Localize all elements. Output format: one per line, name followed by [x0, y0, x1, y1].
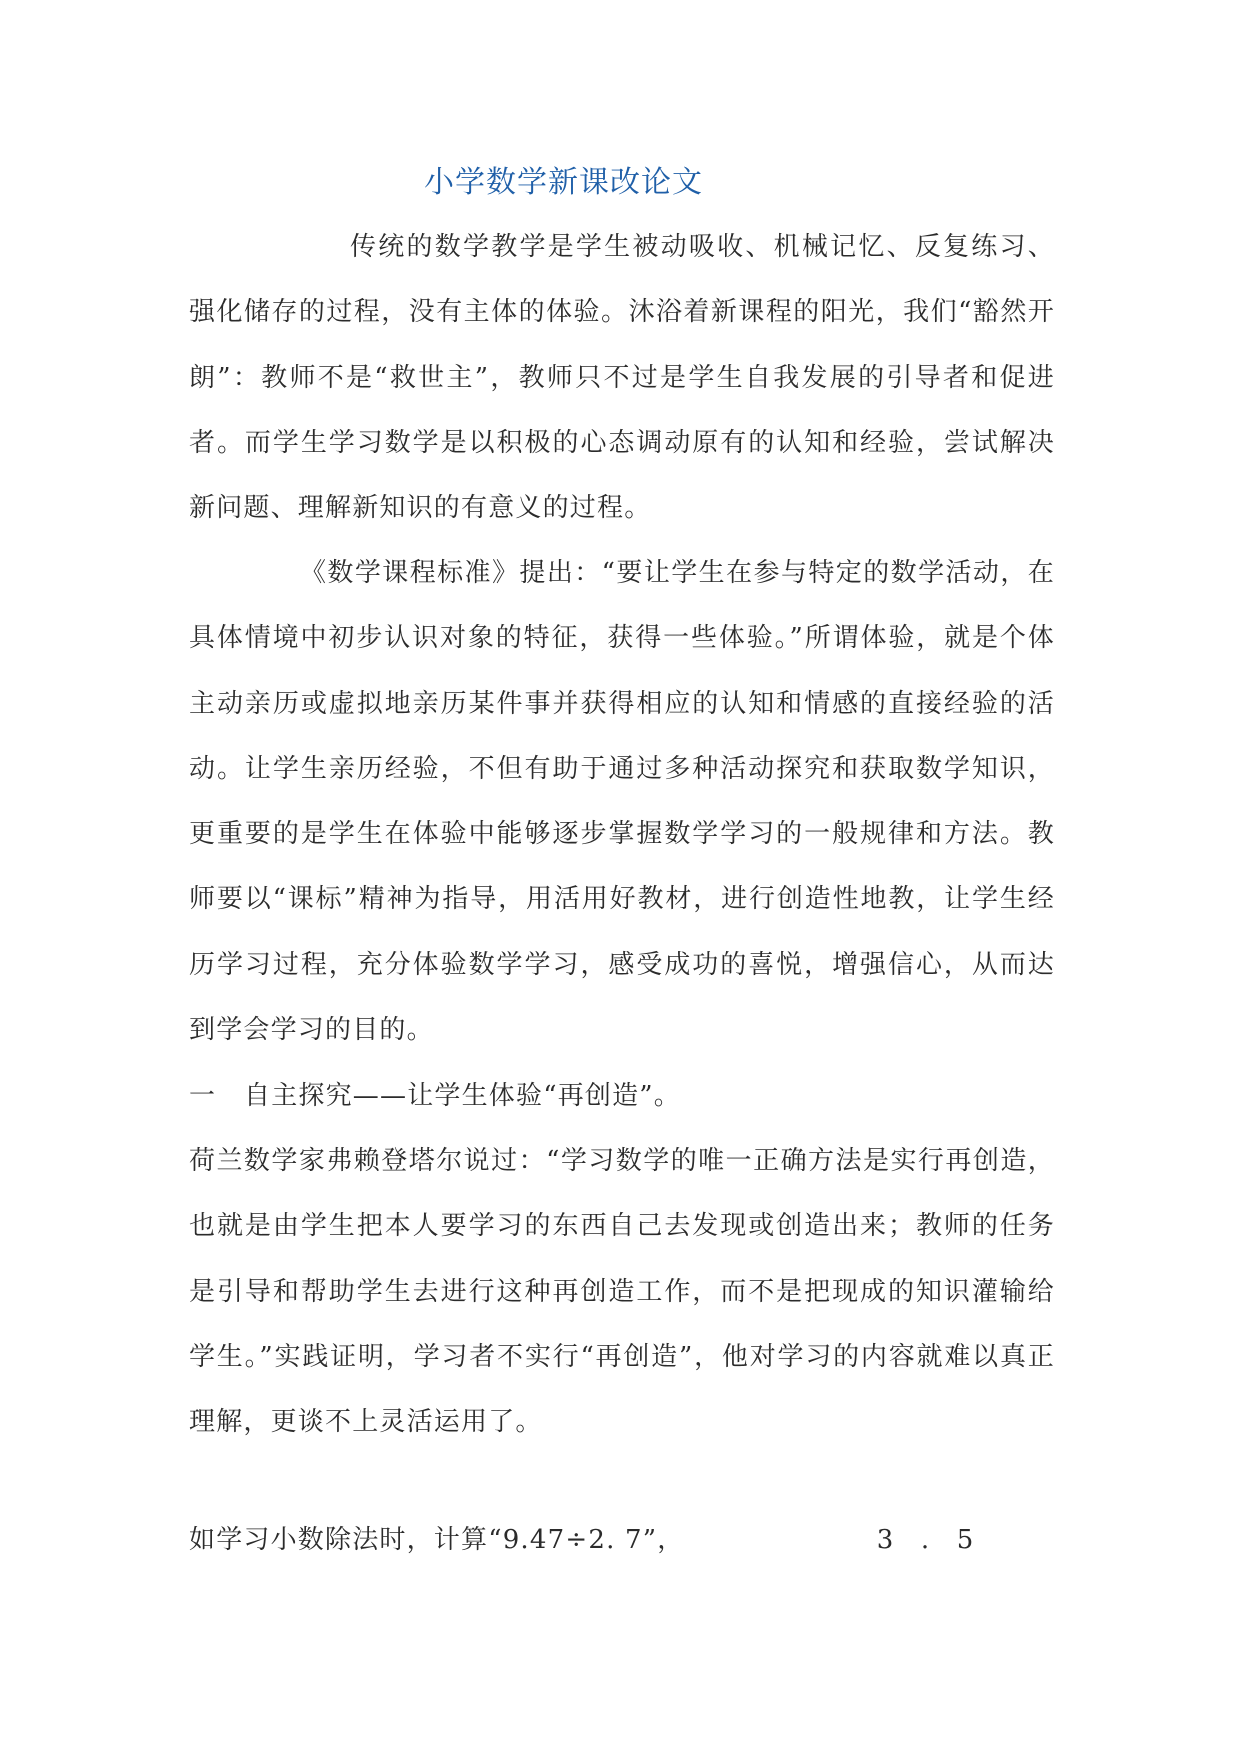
- result-digit: 3: [876, 1525, 894, 1555]
- result-digit: 5: [956, 1525, 974, 1555]
- section-number: 一: [189, 1081, 217, 1111]
- curriculum-standard-paragraph: 《数学课程标准》提出：“要让学生在参与特定的数学活动，在具体情境中初步认识对象的特征，获得一些体验。”所谓体验，就是个体主动亲历或虚拟地亲历某件事并获得相应的认知和情感的直接经验的活动。让学生亲历经验，不但有助于通过多种活动探究和获取数学知识，更重要的是学生在体验中能够逐步掌握数学学习的一般规律和方法。教师要以“课标”精神为指导，用活用好教材，进行创造性地教，让学生经历学习过程，充分体验数学学习，感受成功的喜悦，增强信心，从而达到学会学习的目的。: [189, 558, 1055, 1046]
- freudenthal-paragraph: 荷兰数学家弗赖登塔尔说过：“学习数学的唯一正确方法是实行再创造，也就是由学生把本人要学习的东西自己去发现或创造出来；教师的任务是引导和帮助学生去进行这种再创造工作，而不是把现成的知识灌输给学生。”实践证明，学习者不实行“再创造”，他对学习的内容就难以真正理解，更谈不上灵活运用了。: [189, 1146, 1055, 1438]
- result-digit: .: [920, 1525, 930, 1555]
- section-heading: [189, 1064, 1055, 1129]
- document-title: 小学数学新课改论文: [424, 165, 703, 200]
- example-result: [865, 1520, 985, 1560]
- section-heading-text: 自主探究——让学生体验“再创造”。: [244, 1081, 681, 1111]
- intro-paragraph: 传统的数学教学是学生被动吸收、机械记忆、反复练习、强化储存的过程，没有主体的体验。沐浴着新课程的阳光，我们“豁然开朗”：教师不是“救世主”，教师只不过是学生自我发展的引导者和促进者。而学生学习数学是以积极的心态调动原有的认知和经验，尝试解决新问题、理解新知识的有意义的过程。: [189, 232, 1055, 524]
- example-text: 如学习小数除法时，计算“9.47÷2. 7”，: [189, 1525, 685, 1555]
